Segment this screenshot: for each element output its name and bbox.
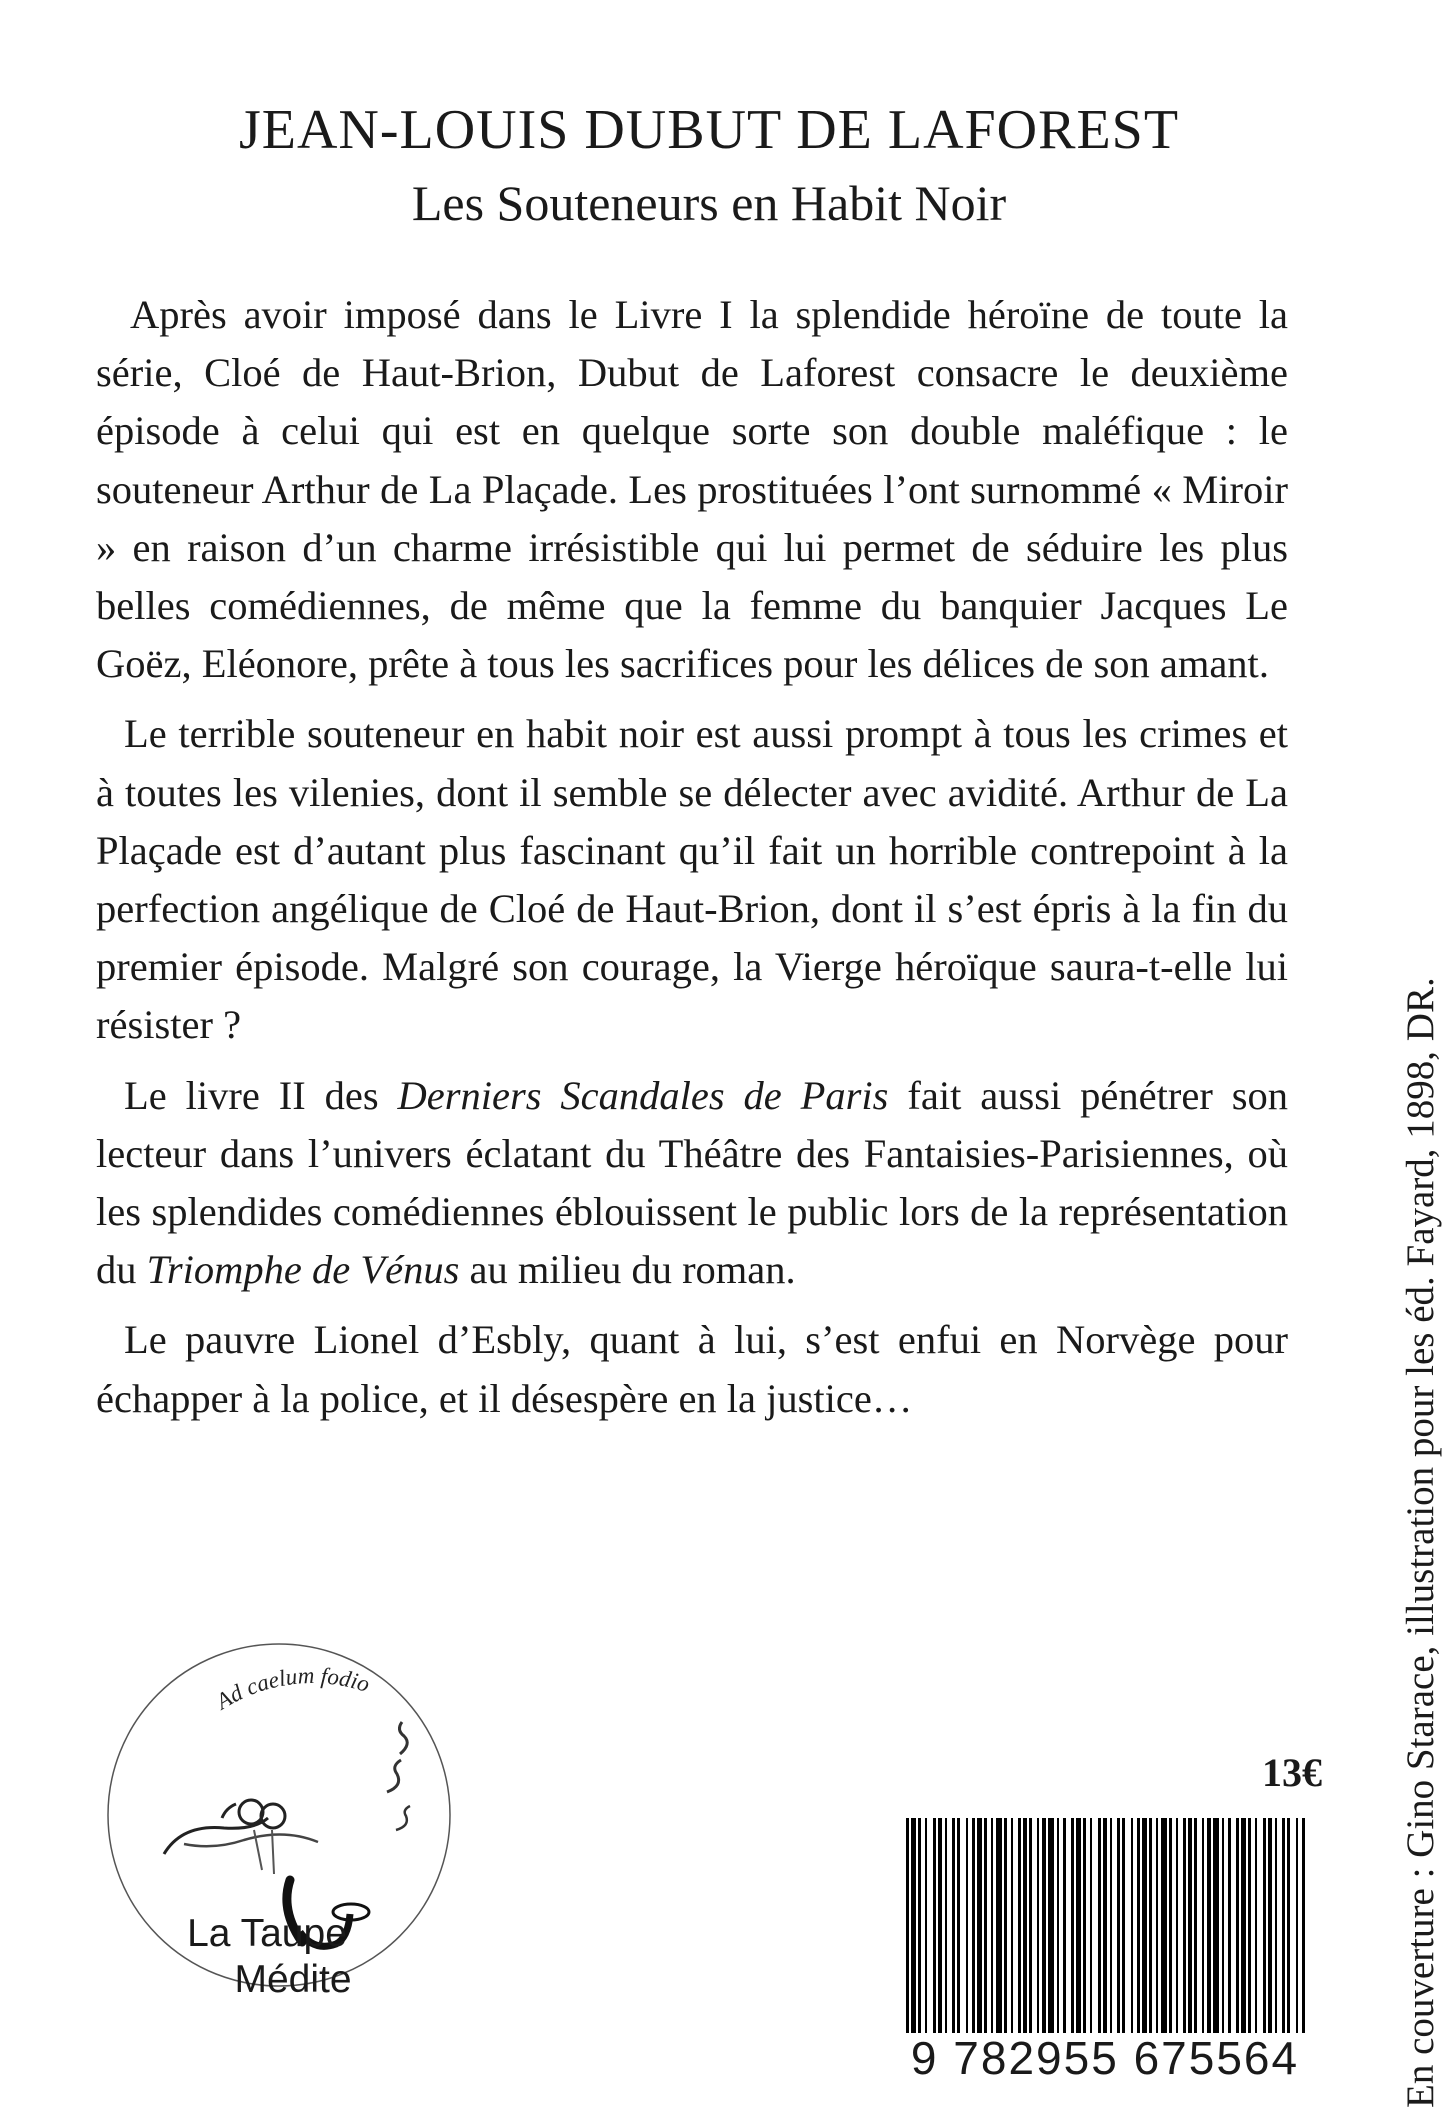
blurb-paragraph-3 [96, 1067, 1288, 1300]
price-label: 13€ [1262, 1750, 1322, 1795]
publisher-motto: Ad caelum fodio [211, 1662, 373, 1715]
blurb-text: au milieu du roman. [459, 1247, 796, 1293]
blurb-paragraph-4: Le pauvre Lionel d’Esbly, quant à lui, s’est enfui en Norvège pour échapper à la police, et il désespère en la justice… [96, 1317, 1288, 1421]
barcode-bar [1071, 1818, 1074, 2033]
barcode-bar [1037, 1818, 1039, 2033]
barcode-bar [1122, 1818, 1125, 2033]
barcode-bar [1275, 1818, 1277, 2033]
barcode-bar [1057, 1818, 1059, 2033]
barcode-bar [1194, 1818, 1197, 2033]
barcode-bar [1263, 1818, 1266, 2033]
barcode-bar [996, 1818, 1002, 2033]
svg-text:Ad caelum fodio [210, 1663, 373, 1715]
barcode-bar [1011, 1818, 1013, 2033]
barcode-bar [1222, 1818, 1224, 2033]
barcode-bar [1149, 1818, 1152, 2033]
barcode-bar [1188, 1818, 1192, 2033]
barcode-bar [1137, 1818, 1140, 2033]
barcode-bar [1110, 1818, 1112, 2033]
barcode-bar [1302, 1818, 1305, 2033]
barcode-bar [1023, 1818, 1027, 2033]
barcode-bar [918, 1818, 921, 2033]
barcode-bar [1004, 1818, 1007, 2033]
barcode-bar [1248, 1818, 1251, 2033]
barcode-bar [952, 1818, 955, 2033]
barcode-bar [1213, 1818, 1219, 2033]
barcode-bar [945, 1818, 947, 2033]
blurb-text: fait aussi pénétrer son lecteur dans l’univers éclatant du Théâtre des Fantaisies-Parisiennes, où les splendides comédiennes éblouissent le public lors de la représentation du [96, 1072, 1288, 1293]
isbn-barcode [900, 1818, 1310, 2088]
barcode-bar [1090, 1818, 1092, 2033]
barcode-bar [1048, 1818, 1054, 2033]
barcode-bar [1202, 1818, 1204, 2033]
book-title: Les Souteneurs en Habit Noir [411, 175, 1007, 231]
barcode-bar [957, 1818, 960, 2033]
barcode-bar [1287, 1818, 1290, 2033]
barcode-bar [1063, 1818, 1066, 2033]
publisher-name-line-2: Médite [234, 1958, 352, 2001]
barcode-bar [1103, 1818, 1107, 2033]
barcode-bar [906, 1818, 909, 2033]
barcode-bar [1176, 1818, 1178, 2033]
barcode-bar [933, 1818, 936, 2033]
barcode-bar [1098, 1818, 1101, 2033]
barcode-bars [900, 1818, 1310, 2033]
barcode-bar [1236, 1818, 1239, 2033]
barcode-bar [1018, 1818, 1021, 2033]
barcode-bar [1207, 1818, 1211, 2033]
barcode-bar [1241, 1818, 1246, 2033]
blurb-text: Le livre II des [124, 1072, 398, 1118]
italic-title-derniers-scandales: Derniers Scandales de Paris [397, 1072, 889, 1118]
barcode-bar [938, 1818, 942, 2033]
barcode-bar [1296, 1818, 1298, 2033]
barcode-bar [991, 1818, 993, 2033]
blurb-paragraph-1: Après avoir imposé dans le Livre I la splendide héroïne de toute la série, Cloé de Haut-Brion, Dubut de Laforest consacre le deuxième épisode à celui qui est en quelque sorte son double maléfique : le souteneur Arthur de La Plaçade. Les prostituées l’ont surnommé « Miroir » en raison d’un charme irrésistible qui lui permet de séduire les plus belles comédiennes, de même que la femme du banquier Jacques Le Goëz, Eléonore, prête à tous les sacrifices pour les délices de son amant. [96, 292, 1288, 687]
barcode-bar [1282, 1818, 1285, 2033]
barcode-bar [1183, 1818, 1186, 2033]
barcode-bar [1255, 1818, 1257, 2033]
barcode-bar [984, 1818, 987, 2033]
back-cover-blurb [96, 286, 1288, 1440]
publisher-logo [104, 1640, 454, 2001]
barcode-bar [1029, 1818, 1032, 2033]
barcode-bar [1228, 1818, 1231, 2033]
barcode-bar [1076, 1818, 1081, 2033]
cover-credit: En couverture : Gino Starace, illustration pour les éd. Fayard, 1898, DR. [1399, 977, 1442, 2108]
barcode-bar [1268, 1818, 1272, 2033]
barcode-bar [925, 1818, 927, 2033]
barcode-bar [1131, 1818, 1133, 2033]
barcode-bar [972, 1818, 975, 2033]
barcode-bar [1042, 1818, 1046, 2033]
barcode-bar [1161, 1818, 1167, 2033]
barcode-bar [911, 1818, 916, 2033]
barcode-bar [1083, 1818, 1086, 2033]
blurb-paragraph-2: Le terrible souteneur en habit noir est aussi prompt à tous les crimes et à toutes les vilenies, dont il semble se délecter avec avidité. Arthur de La Plaçade est d’autant plus fascinant qu’il fait un horrible contrepoint à la perfection angélique de Cloé de Haut-Brion, dont il s’est épris à la fin du premier épisode. Malgré son courage, la Vierge héroïque saura-t-elle lui résister ? [96, 711, 1288, 1048]
barcode-bar [966, 1818, 968, 2033]
author-name: JEAN-LOUIS DUBUT DE LAFOREST [238, 99, 1180, 161]
italic-title-triomphe-de-venus: Triomphe de Vénus [146, 1247, 460, 1293]
isbn-number: 9 782955 675564 [910, 2032, 1300, 2084]
barcode-bar [1142, 1818, 1147, 2033]
barcode-bar [977, 1818, 982, 2033]
barcode-bar [1169, 1818, 1172, 2033]
barcode-bar [1156, 1818, 1158, 2033]
publisher-name-line-1: La Taupe [187, 1912, 347, 1955]
barcode-bar [1117, 1818, 1120, 2033]
